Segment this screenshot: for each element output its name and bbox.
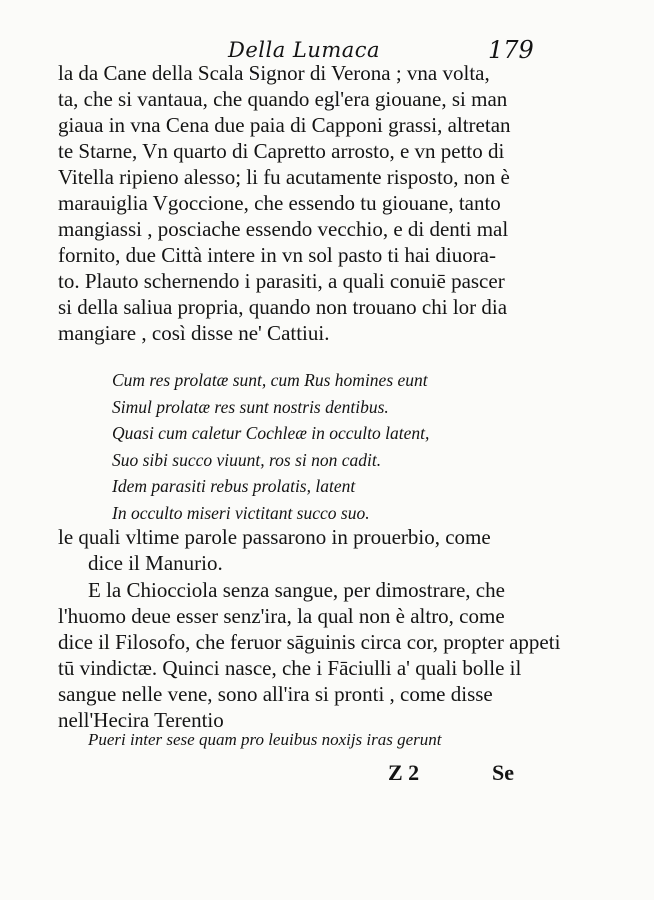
text-line: fornito, due Città intere in vn sol pasto ti hai diuora- [58,243,496,267]
text-line: E la Chiocciola senza sangue, per dimostrare, che [88,578,505,602]
text-line: dice il Filosofo, che feruor sāguinis circa cor, propter appeti [58,630,561,654]
latin-quote: Pueri inter sese quam pro leuibus noxijs iras gerunt [88,730,442,749]
text-line: le quali vltime parole passarono in prouerbio, come [58,525,491,549]
text-line: ta, che si vantaua, che quando egl'era giouane, si man [58,87,508,111]
text-line: dice il Manurio. [88,551,223,575]
verse-line: Suo sibi succo viuunt, ros si non cadit. [112,449,382,470]
latin-verse [112,367,532,526]
text-line: sangue nelle vene, sono all'ira si pronti , come disse [58,682,493,706]
text-line: marauiglia Vgoccione, che essendo tu giouane, tanto [58,191,501,215]
verse-line: Simul prolatæ res sunt nostris dentibus. [112,396,389,417]
text-line: la da Cane della Scala Signor di Verona ; vna volta, [58,61,490,85]
text-line: nell'Hecira Terentio [58,708,224,732]
signature-mark: Z 2 [388,760,420,785]
text-line: l'huomo deue esser senz'ira, la qual non è altro, come [58,604,505,628]
text-line: mangiare , così disse ne' Cattiui. [58,321,330,345]
text-line: to. Plauto schernendo i parasiti, a quali conuiē pascer [58,269,505,293]
text-line: giaua in vna Cena due paia di Capponi grassi, altretan [58,113,511,137]
verse-line: Idem parasiti rebus prolatis, latent [112,476,356,496]
paragraph-top [58,60,558,346]
running-title: Della Lumaca [228,38,381,62]
text-line: Vitella ripieno alesso; li fu acutamente risposto, non è [58,165,510,189]
paragraph-bottom [58,577,561,733]
text-line: tū vindictæ. Quinci nasce, che i Fāciulli a' quali bolle il [58,656,522,680]
page-number: 179 [488,36,534,64]
text-line: te Starne, Vn quarto di Capretto arrosto, e vn petto di [58,139,505,163]
verse-line: Quasi cum caletur Cochleæ in occulto latent, [112,423,430,443]
catchword: Se [492,760,514,785]
verse-line: In occulto miseri victitant succo suo. [112,502,370,523]
verse-line: Cum res prolatæ sunt, cum Rus homines eunt [112,370,428,390]
text-line: mangiassi , posciache essendo vecchio, e di denti mal [58,217,509,241]
text-line: si della saliua propria, quando non trouano chi lor dia [58,295,508,319]
paragraph-middle [58,524,558,576]
